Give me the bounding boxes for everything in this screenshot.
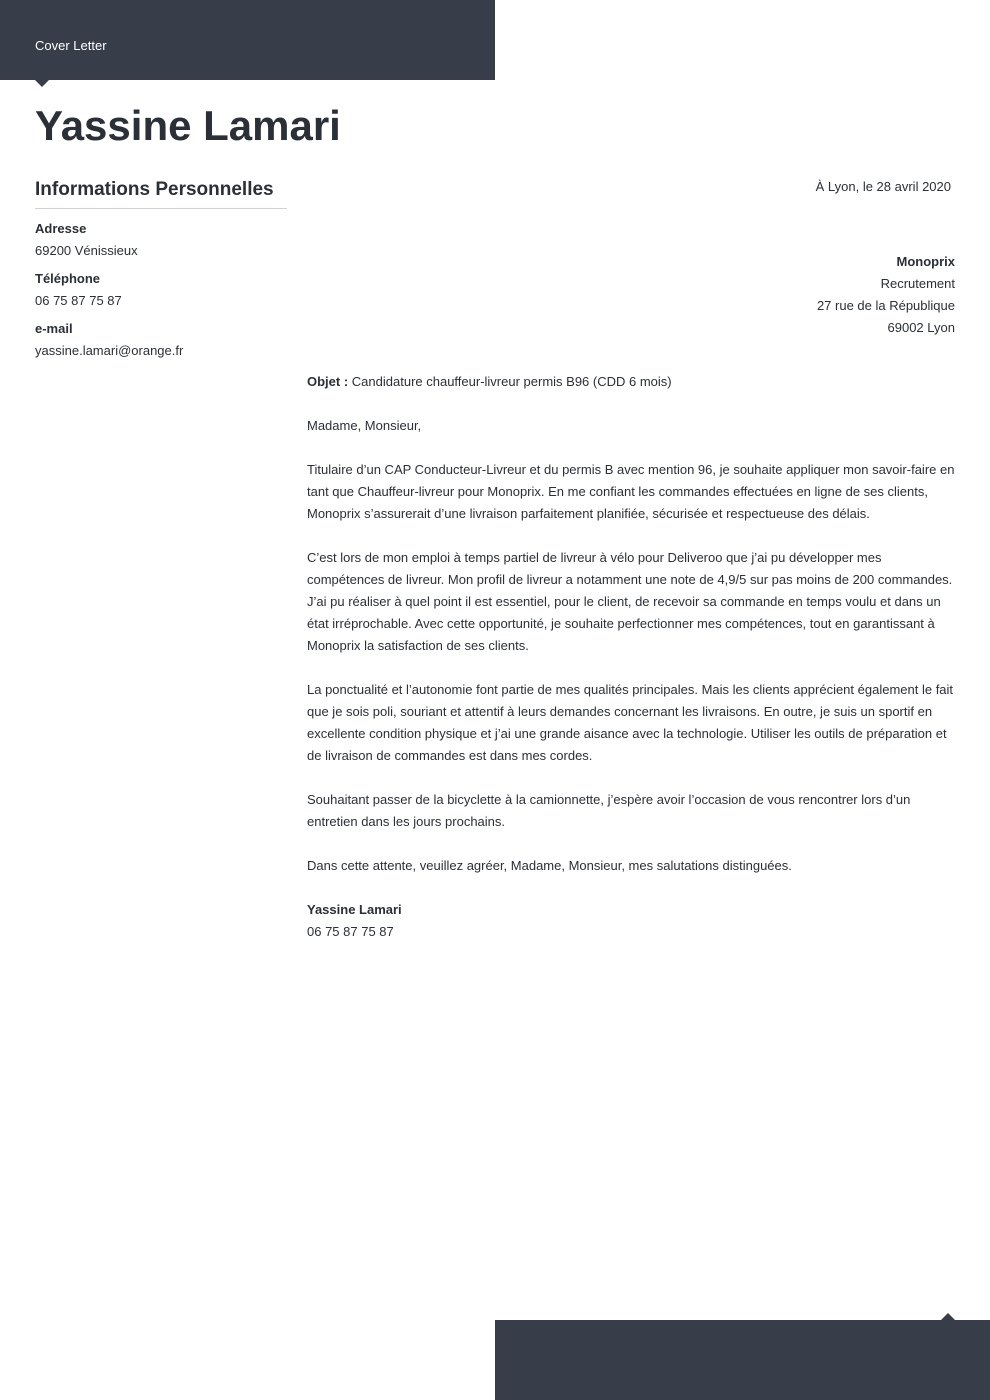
personal-info-section [35, 178, 287, 359]
address-value: 69200 Vénissieux [35, 243, 138, 258]
footer-banner [495, 1320, 990, 1400]
footer-notch [941, 1313, 955, 1320]
letter-body [307, 371, 957, 943]
email-value: yassine.lamari@orange.fr [35, 343, 184, 358]
phone-label: Téléphone [35, 271, 101, 286]
applicant-name: Yassine Lamari [35, 102, 341, 149]
personal-info-title: Informations Personnelles [35, 178, 287, 209]
recipient-street: 27 rue de la République [816, 298, 955, 313]
recipient-city: 69002 Lyon [887, 320, 955, 335]
subject-label: Objet : [307, 374, 349, 389]
signature [307, 899, 957, 943]
subject-text: Candidature chauffeur-livreur permis B96 (CDD 6 mois) [351, 374, 672, 389]
paragraph: Titulaire d’un CAP Conducteur-Livreur et du permis B avec mention 96, je souhaite appliquer mon savoir-faire en tant que Chauffeur-livreur pour Monoprix. En me confiant les commandes effectuées en ligne de ses clients, Monoprix s’assurerait d’une livraison parfaitement planifiée, sécurisée et respectueuse des délais. [307, 462, 955, 521]
address-block [35, 221, 287, 259]
email-label: e-mail [35, 321, 73, 336]
email-block [35, 321, 287, 359]
signature-phone: 06 75 87 75 87 [307, 924, 394, 939]
header-notch [35, 80, 49, 87]
paragraph: Souhaitant passer de la bicyclette à la camionnette, j’espère avoir l’occasion de vous rencontrer lors d’un entretien dans les jours prochains. [307, 792, 911, 829]
header-label: Cover Letter [35, 38, 107, 53]
recipient-department: Recrutement [880, 276, 955, 291]
salutation: Madame, Monsieur, [307, 418, 422, 433]
phone-block [35, 271, 287, 309]
recipient-address [817, 251, 955, 339]
header-banner [0, 0, 495, 80]
paragraph: La ponctualité et l’autonomie font partie de mes qualités principales. Mais les clients apprécient également le fait que je sois poli, souriant et attentif à leurs demandes concernant les livraisons. En outre, je suis un sportif en excellente condition physique et j’ai une grande aisance avec la technologie. Utiliser les outils de préparation et de livraison de commandes est dans mes cordes. [307, 682, 954, 763]
paragraph: C’est lors de mon emploi à temps partiel de livreur à vélo pour Deliveroo que j’ai pu développer mes compétences de livreur. Mon profil de livreur a notamment une note de 4,9/5 sur pas moins de 200 commandes. J’ai pu réaliser à quel point il est essentiel, pour le client, de recevoir sa commande en temps voulu et dans un état irréprochable. Avec cette opportunité, je souhaite perfectionner mes compétences, tout en garantissant à Monoprix la satisfaction de ses clients. [307, 550, 953, 653]
closing: Dans cette attente, veuillez agréer, Madame, Monsieur, mes salutations distinguées. [307, 858, 792, 873]
address-label: Adresse [35, 221, 87, 236]
phone-value: 06 75 87 75 87 [35, 293, 122, 308]
subject-line [307, 371, 957, 393]
recipient-company: Monoprix [896, 254, 955, 269]
letter-date: À Lyon, le 28 avril 2020 [815, 179, 951, 194]
signature-name: Yassine Lamari [307, 902, 402, 917]
